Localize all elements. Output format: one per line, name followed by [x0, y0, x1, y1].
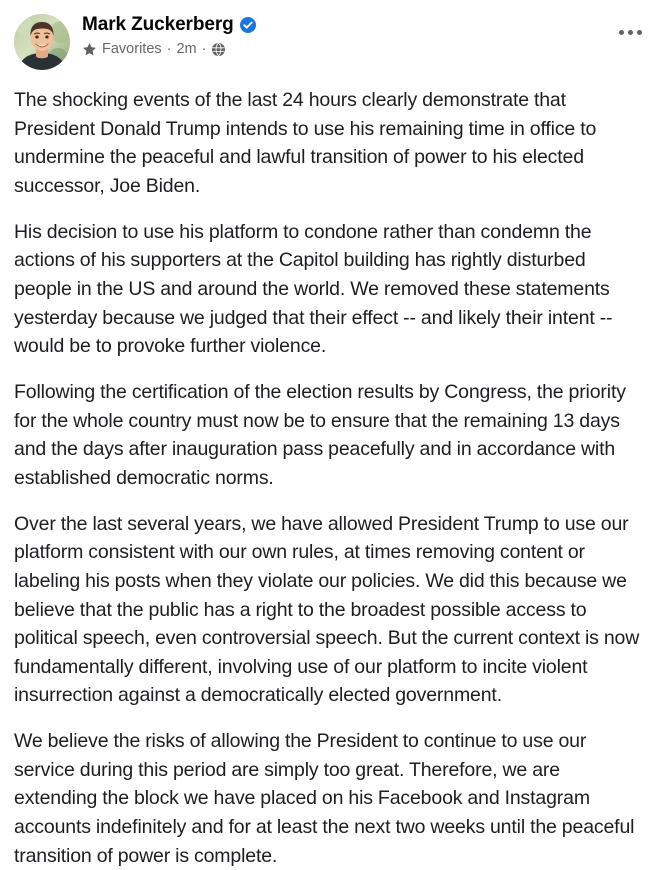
post-paragraph: His decision to use his platform to condone rather than condemn the actions of his supporters at the Capitol building has rightly disturbed people in the US and around the world. We removed these statements yesterday because we judged that their effect -- and likely their intent -- would be to provoke further violence.: [14, 220, 613, 358]
meta-separator-2: ·: [201, 41, 207, 57]
more-options-button[interactable]: [619, 30, 642, 35]
globe-icon[interactable]: [211, 42, 226, 57]
post-paragraph: The shocking events of the last 24 hours clearly demonstrate that President Donald Trump intends to use his remaining time in office to undermine the peaceful and lawful transition of power to his elected successor, Joe Biden.: [14, 89, 597, 197]
post-paragraph: Following the certification of the election results by Congress, the priority for the whole country must now be to ensure that the remaining 13 days and the days after inauguration pass peacefully and in accordance with established democratic norms.: [14, 380, 626, 489]
menu-dot-1: [619, 30, 624, 35]
post-meta: [82, 41, 256, 57]
star-icon: [82, 42, 97, 57]
post-paragraph: Over the last several years, we have allowed President Trump to use our platform consistent with our own rules, at times removing content or labeling his posts when they violate our policies. We did this because we believe that the public has a right to the broadest possible access to political speech, even controversial speech. But the current context is now fundamentally different, involving use of our platform to incite violent insurrection against a democratically elected government.: [14, 512, 640, 707]
menu-dot-2: [628, 30, 633, 35]
verified-badge-icon: [240, 17, 256, 33]
author-name[interactable]: Mark Zuckerberg: [82, 14, 234, 35]
menu-dot-3: [637, 30, 642, 35]
avatar[interactable]: [14, 14, 70, 70]
profile-photo-icon: [14, 14, 70, 70]
post-header: [0, 0, 658, 70]
post-paragraph: We believe the risks of allowing the President to continue to use our service during this period are simply too great. Therefore, we are extending the block we have placed on his Facebook and Instagram accounts indefinitely and for at least the next two weeks until the peaceful transition of power is complete.: [14, 730, 635, 867]
post-timestamp[interactable]: 2m: [176, 41, 197, 57]
post-category[interactable]: Favorites: [102, 41, 162, 57]
header-text-block: [82, 14, 256, 57]
author-row: [82, 15, 256, 34]
post-body: [0, 70, 658, 870]
meta-separator-1: ·: [166, 41, 172, 57]
